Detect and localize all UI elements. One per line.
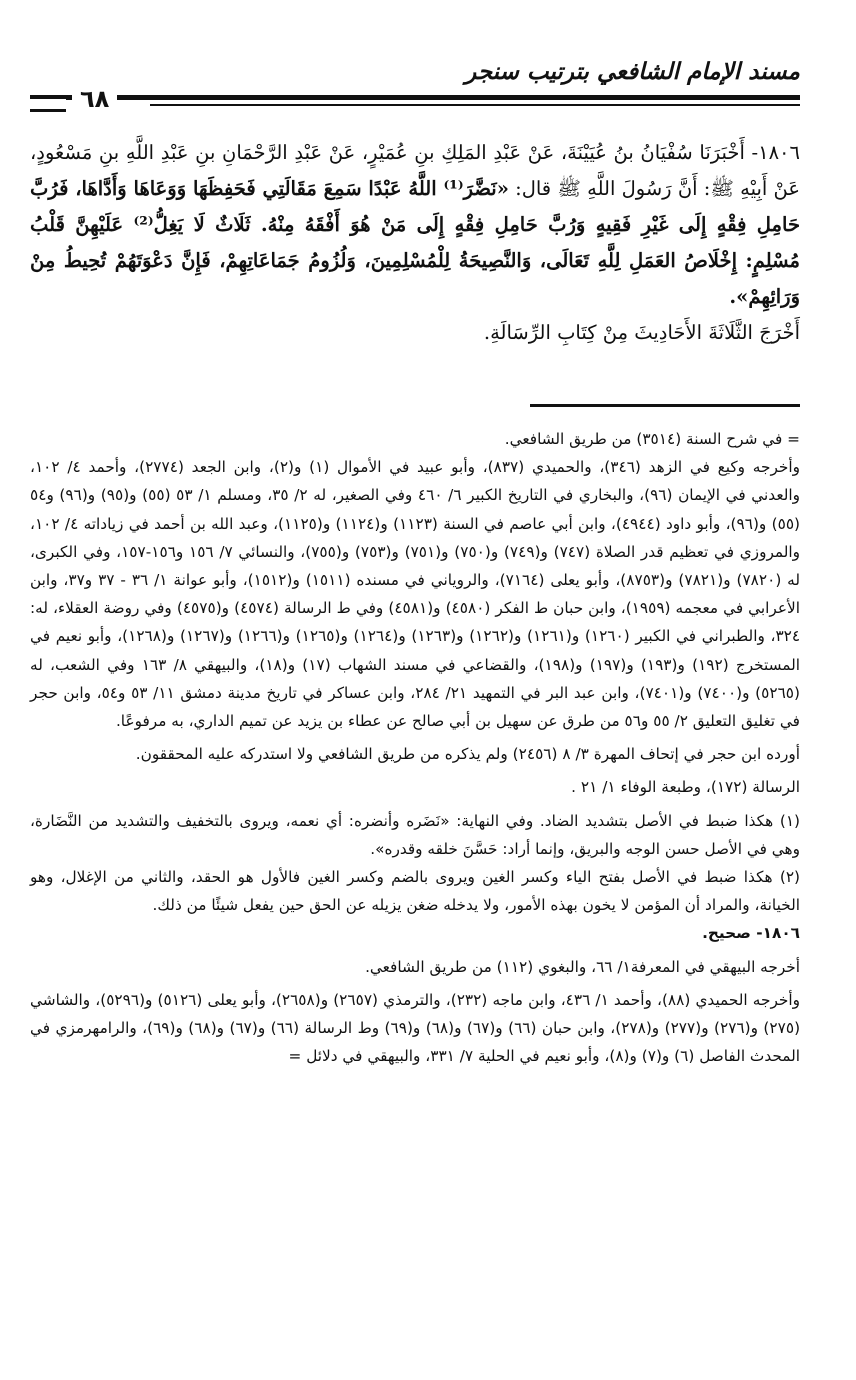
- hadith-number: ١٨٠٦-: [751, 141, 801, 164]
- book-page: [30, 0, 800, 1380]
- header-rule: [30, 95, 800, 100]
- page-number-ornament: [30, 96, 66, 112]
- hadith-isnad: أَخْبَرَنَا سُفْيَانُ بنُ عُيَيْنَةَ، عَنْ عَبْدِ المَلِكِ بنِ عُمَيْرٍ، عَنْ عَبْدِ الرَّحْمَانِ بنِ عَبْدِ اللَّهِ بنِ مَسْعُودٍ، عَنْ أَبِيْهِ ﷺ: أَنَّ رَسُولَ اللَّهِ ﷺ قال:: [30, 141, 800, 200]
- footnotes: [30, 425, 800, 1070]
- note-paragraph: أورده ابن حجر في إتحاف المهرة ٣/ ٨ (٢٤٥٦) ولم يذكره من طريق الشافعي ولا استدركه عليه المحققون.: [135, 745, 800, 764]
- hadith-matn: «نَضَّرَ⁽¹⁾ اللَّهُ عَبْدًا سَمِعَ مَقَالَتِي فَحَفِظَهَا وَوَعَاهَا وَأَدَّاهَا، فَرُبَّ حَامِلِ فِقْهٍ إِلَى غَيْرِ فَقِيهٍ وَرُبَّ حَامِلِ فِقْهٍ إِلَى مَنْ هُوَ أَفْقَهُ مِنْهُ. ثَلَاثٌ لَا يَغِلُّ⁽²⁾ عَلَيْهِنَّ قَلْبُ مُسْلِمٍ: إِخْلَاصُ العَمَلِ لِلَّهِ تَعَالَى، وَالنَّصِيحَةُ لِلْمُسْلِمِينَ، وَلُزُومُ جَمَاعَاتِهِمْ، فَإِنَّ دَعْوَتَهُمْ تُحِيطُ مِنْ وَرَائِهِمْ».: [30, 177, 800, 308]
- running-title: مسند الإمام الشافعي بترتيب سنجر: [465, 58, 800, 85]
- page-number: ٦٨: [72, 84, 117, 114]
- note-paragraph: وأخرجه الحميدي (٨٨)، وأحمد ١/ ٤٣٦، وابن ماجه (٢٣٢)، والترمذي (٢٦٥٧) و(٢٦٥٨)، وأبو يعلى (٥١٢٦) و(٥٢٩٦)، والشاشي (٢٧٥) و(٢٧٦) و(٢٧٧) و(٢٧٨)، وابن حبان (٦٦) و(٦٧) و(٦٨) و(٦٩) وط الرسالة (٦٦) و(٦٧) و(٦٨) و(٦٩)، والرامهرمزي في المحدث الفاصل (٦) و(٧) و(٨)، وأبو نعيم في الحلية ٧/ ٣٣١، والبيهقي في دلائل =: [30, 990, 801, 1066]
- footnote-separator: [530, 404, 800, 407]
- footnote-2: (٢) هكذا ضبط في الأصل بفتح الياء وكسر الغين ويروى بالضم وكسر الغين فالأول هو الحقد، والثاني من الإغلال، وهو الخيانة، والمراد أن المؤمن لا يخون بهذه الأمور، ولا يدخله ضغن يزيله عن الحق حين يفعل شيئًا من ذلك.: [30, 868, 800, 915]
- hadith-paragraph: [30, 135, 800, 315]
- takhrij-line: أَخْرَجَ الثَّلَاثَةَ الأَحَادِيثَ مِنْ كِتَابِ الرِّسَالَةِ.: [483, 321, 800, 344]
- note-line: أخرجه البيهقي في المعرفة١/ ٦٦، والبغوي (١١٢) من طريق الشافعي.: [365, 957, 800, 976]
- note-paragraph: وأخرجه وكيع في الزهد (٣٤٦)، والحميدي (٨٣٧)، وأبو عبيد في الأموال (١) و(٢)، وابن الجعد (٢٧٧٤)، وأحمد ٤/ ١٠٢، والعدني في الإيمان (٩٦)، والبخاري في التاريخ الكبير ٦/ ٤٦٠ وفي الصغير، له ٢/ ٣٥، ومسلم ١/ ٥٣ (٥٥) و(٩٥) و(٩٦) و٥٤ (٥٥) و(٩٦)، وأبو داود (٤٩٤٤)، وابن أبي عاصم في السنة (١١٢٣) و(١١٢٤) و(١١٢٥)، وعبد الله بن أحمد في زياداته ٤/ ١٠٢، والمروزي في تعظيم قدر الصلاة (٧٤٧) و(٧٤٩) و(٧٥٠) و(٧٥١) و(٧٥٣) و(٧٥٥)، والنسائي ٧/ ١٥٦ و١٥٦-١٥٧، وفي الكبرى، له (٧٨٢٠) و(٧٨٢١) و(٨٧٥٣)، وأبو يعلى (٧١٦٤)، والروياني في مسنده (١٥١١) و(١٥١٢)، وأبو عوانة ١/ ٣٦ - ٣٧ و٣٧، وابن الأعرابي في معجمه (١٩٥٩)، وابن حبان ط الفكر (٤٥٨٠) و(٤٥٨١) وفي ط الرسالة (٤٥٧٤) و(٤٥٧٥) وفي روضة العقلاء، له: ٣٢٤، والطبراني في الكبير (١٢٦٠) و(١٢٦١) و(١٢٦٢) و(١٢٦٣) و(١٢٦٤) و(١٢٦٥) و(١٢٦٦) و(١٢٦٧) و(١٢٦٨)، وأبو نعيم في المستخرج (١٩٢) و(١٩٣) و(١٩٧) و(١٩٨)، والقضاعي في مسند الشهاب (١٧) و(١٨)، والبيهقي ٨/ ١٦٣ وفي الشعب، له (٥٢٦٥) و(٧٤٠٠) و(٧٤٠١)، وابن عبد البر في التمهيد ٢١/ ٢٨٤، وابن عساكر في تاريخ مدينة دمشق ١١/ ٥٣ و٥٤، وابن حجر في تغليق التعليق ٢/ ٥٥ و٥٦ من طرق عن سهيل بن أبي صالح عن عطاء بن يزيد عن تميم الداري، به مرفوعًا.: [30, 458, 801, 731]
- footnote-1: (١) هكذا ضبط في الأصل بتشديد الضاد. وفي النهاية: «نَضَره وأنضره: أي نعمه، ويروى بالتخفيف والتشديد من النَّضَارة، وهي في الأصل حسن الوجه والبريق، وإنما أراد: حَسَّنَ خلقه وقدره».: [30, 811, 800, 858]
- note-line: = في شرح السنة (٣٥١٤) من طريق الشافعي.: [504, 430, 800, 448]
- header-rule-thin: [150, 104, 800, 106]
- hadith-text: [30, 135, 800, 351]
- hadith-grade: ١٨٠٦- صحيح.: [702, 924, 800, 943]
- note-line: الرسالة (١٧٢)، وطبعة الوفاء ١/ ٢١ .: [571, 778, 800, 797]
